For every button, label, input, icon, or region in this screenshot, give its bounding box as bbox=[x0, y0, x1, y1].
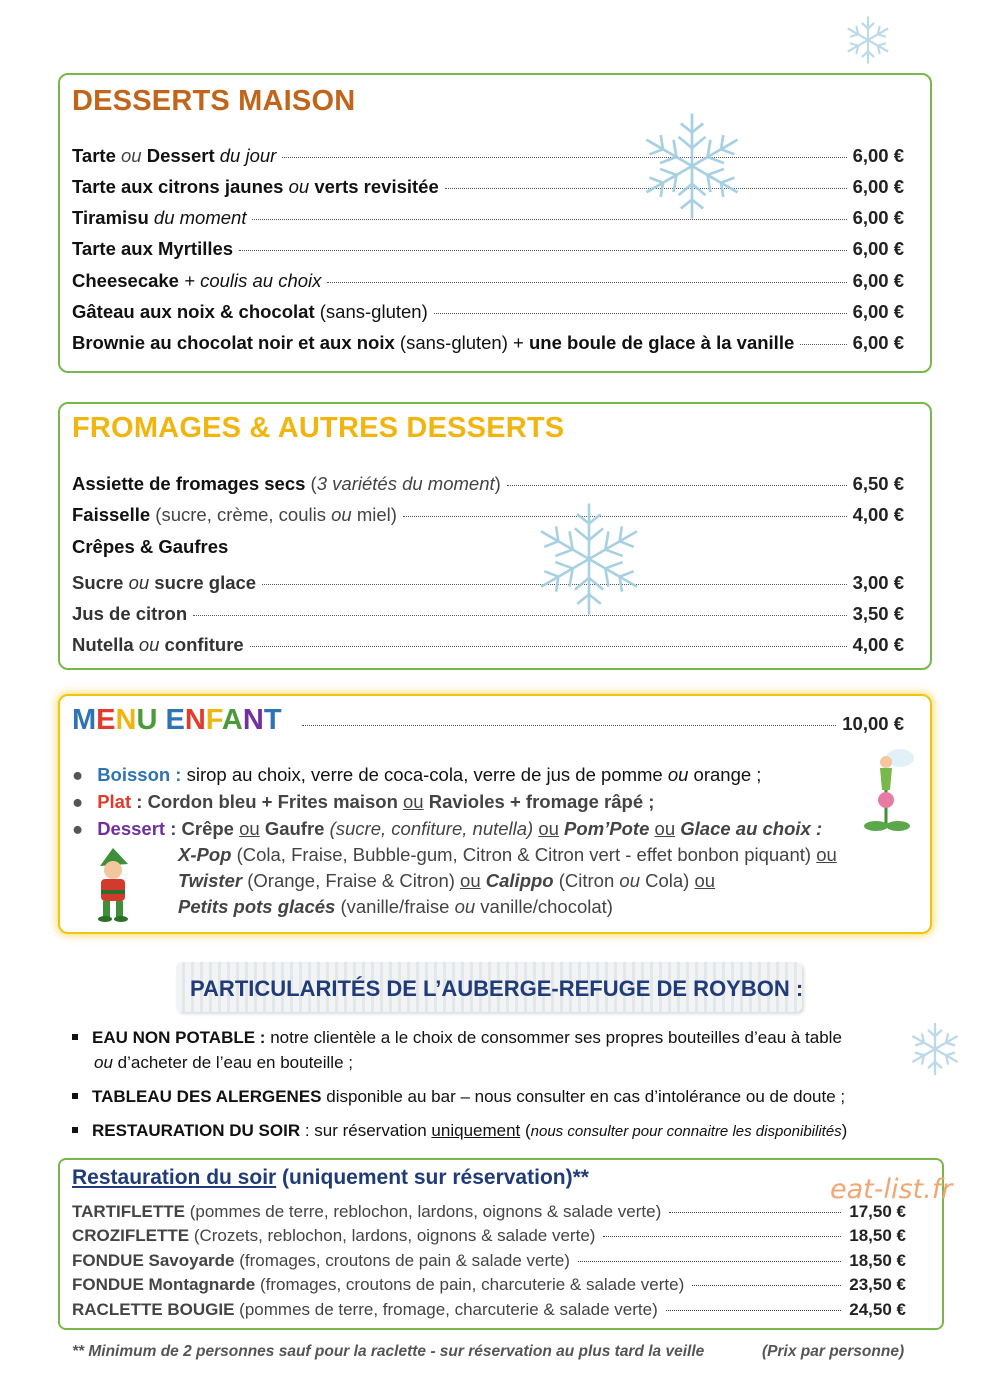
note-allergenes: TABLEAU DES ALERGENES disponible au bar – nous consulter en cas d’intolérance ou de doute ; bbox=[72, 1087, 845, 1107]
price: 3,50 € bbox=[852, 603, 904, 624]
footnote: ** Minimum de 2 personnes sauf pour la raclette - sur réservation au plus tard la veille bbox=[72, 1343, 705, 1360]
menu-item: Tiramisu du moment 6,00 € bbox=[72, 207, 904, 228]
menu-enfant-box bbox=[58, 694, 932, 934]
list-item: ● Boisson : sirop au choix, verre de coca-cola, verre de jus de pomme ou orange ; bbox=[72, 764, 762, 785]
menu-item: RACLETTE BOUGIE (pommes de terre, fromage, charcuterie & salade verte) 24,50 € bbox=[72, 1300, 906, 1319]
note-restauration: RESTAURATION DU SOIR : sur réservation uniquement (nous consulter pour connaitre les disponibilités) bbox=[72, 1121, 847, 1141]
price: 24,50 € bbox=[849, 1300, 906, 1319]
price: 6,00 € bbox=[852, 270, 904, 291]
menu-enfant-title bbox=[72, 704, 282, 737]
menu-enfant-price-row bbox=[296, 713, 904, 739]
menu-item: FONDUE Montagnarde (fromages, croutons de pain, charcuterie & salade verte) 23,50 € bbox=[72, 1275, 906, 1294]
snowflake-icon bbox=[906, 1020, 964, 1078]
price: 6,00 € bbox=[852, 207, 904, 228]
price: 6,00 € bbox=[852, 332, 904, 353]
menu-item: Tarte ou Dessert du jour 6,00 € bbox=[72, 145, 904, 166]
snowflake-icon bbox=[842, 14, 894, 66]
menu-item: Gâteau aux noix & chocolat (sans-gluten) 6,00 € bbox=[72, 301, 904, 322]
menu-item: Jus de citron 3,50 € bbox=[72, 603, 904, 624]
menu-item: Assiette de fromages secs (3 variétés du moment) 6,50 € bbox=[72, 473, 904, 494]
price: 10,00 € bbox=[842, 713, 904, 734]
title-letter: U bbox=[136, 704, 158, 736]
price: 18,50 € bbox=[849, 1251, 906, 1270]
menu-item: Sucre ou sucre glace 3,00 € bbox=[72, 572, 904, 593]
menu-item: Faisselle (sucre, crème, coulis ou miel) 4,00 € bbox=[72, 504, 904, 525]
title-letter: T bbox=[263, 704, 282, 736]
desserts-title: DESSERTS MAISON bbox=[72, 85, 356, 117]
watermark: eat-list.fr bbox=[830, 1174, 953, 1205]
desserts-box bbox=[58, 73, 932, 373]
elf-illustration bbox=[88, 846, 138, 926]
snowflake-icon bbox=[530, 500, 648, 618]
title-letter: F bbox=[205, 704, 222, 736]
list-item: Twister (Orange, Fraise & Citron) ou Calippo (Citron ou Cola) ou bbox=[178, 870, 716, 891]
note-eau-cont: ou d’acheter de l’eau en bouteille ; bbox=[94, 1053, 353, 1072]
list-item: ● Dessert : Crêpe ou Gaufre (sucre, confiture, nutella) ou Pom’Pote ou Glace au choix : bbox=[72, 818, 823, 839]
menu-item: CROZIFLETTE (Crozets, reblochon, lardons, oignons & salade verte) 18,50 € bbox=[72, 1226, 906, 1245]
particularites-title: PARTICULARITÉS DE L’AUBERGE-REFUGE DE ROYBON : bbox=[190, 976, 804, 1001]
menu-item: FONDUE Savoyarde (fromages, croutons de pain & salade verte) 18,50 € bbox=[72, 1251, 906, 1270]
title-letter: N bbox=[184, 704, 206, 736]
title-letter: A bbox=[221, 704, 243, 736]
price: 6,00 € bbox=[852, 238, 904, 259]
menu-item: Cheesecake + coulis au choix 6,00 € bbox=[72, 270, 904, 291]
menu-item: Tarte aux Myrtilles 6,00 € bbox=[72, 238, 904, 259]
list-item: ● Plat : Cordon bleu + Frites maison ou Ravioles + fromage râpé ; bbox=[72, 791, 655, 812]
price: 6,00 € bbox=[852, 145, 904, 166]
price: 23,50 € bbox=[849, 1275, 906, 1294]
title-letter: M bbox=[72, 704, 97, 736]
prix-par-personne: (Prix par personne) bbox=[762, 1343, 905, 1360]
fairy-illustration bbox=[856, 742, 918, 834]
title-letter: N bbox=[242, 704, 264, 736]
menu-item: TARTIFLETTE (pommes de terre, reblochon, lardons, oignons & salade verte) 17,50 € bbox=[72, 1202, 906, 1221]
price: 17,50 € bbox=[849, 1202, 906, 1221]
price: 3,00 € bbox=[852, 572, 904, 593]
note-eau: EAU NON POTABLE : notre clientèle a le choix de consommer ses propres bouteilles d’eau à table bbox=[72, 1028, 842, 1048]
menu-item: Tarte aux citrons jaunes ou verts revisitée 6,00 € bbox=[72, 176, 904, 197]
fromages-title: FROMAGES & AUTRES DESSERTS bbox=[72, 412, 565, 444]
price: 4,00 € bbox=[852, 504, 904, 525]
snowflake-icon bbox=[636, 110, 748, 222]
list-item: X-Pop (Cola, Fraise, Bubble-gum, Citron & Citron vert - effet bonbon piquant) ou bbox=[178, 844, 837, 865]
list-item: Petits pots glacés (vanille/fraise ou vanille/chocolat) bbox=[178, 896, 613, 917]
price: 6,00 € bbox=[852, 301, 904, 322]
price: 18,50 € bbox=[849, 1226, 906, 1245]
price: 4,00 € bbox=[852, 634, 904, 655]
soir-title: Restauration du soir (uniquement sur réservation)** bbox=[72, 1166, 589, 1189]
price: 6,50 € bbox=[852, 473, 904, 494]
title-letter: E bbox=[165, 704, 185, 736]
menu-item: Nutella ou confiture 4,00 € bbox=[72, 634, 904, 655]
restauration-soir-box bbox=[58, 1158, 953, 1330]
menu-item: Brownie au chocolat noir et aux noix (sans-gluten) + une boule de glace à la vanille 6,00 € bbox=[72, 332, 904, 353]
price: 6,00 € bbox=[852, 176, 904, 197]
title-letter: E bbox=[96, 704, 116, 736]
title-letter: N bbox=[115, 704, 137, 736]
crepes-heading: Crêpes & Gaufres bbox=[72, 536, 229, 557]
fromages-box bbox=[58, 402, 932, 670]
